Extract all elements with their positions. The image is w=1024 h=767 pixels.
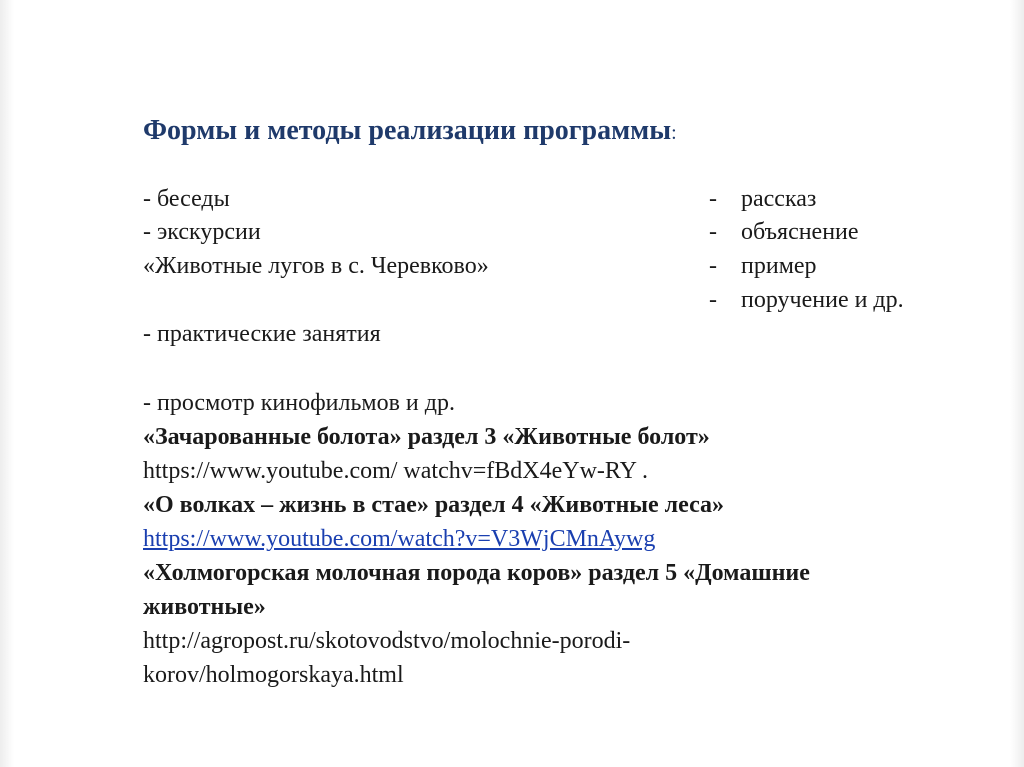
slide-title-text: Формы и методы реализации программы xyxy=(143,115,672,146)
method-practical-lessons: - практические занятия xyxy=(143,321,381,347)
right-edge-shadow xyxy=(1010,0,1024,767)
excursion-title: «Животные лугов в с. Черевково» xyxy=(143,253,489,279)
film-3-url-line-1: http://agropost.ru/skotovodstvo/molochnie-porodi- xyxy=(143,628,631,654)
film-1-url: https://www.youtube.com/ watchv=fBdX4eYw-RY . xyxy=(143,458,649,484)
method-example: пример xyxy=(741,253,817,279)
right-list-dash: - xyxy=(709,287,717,313)
right-list-dash: - xyxy=(709,186,717,212)
film-1-title: «Зачарованные болота» раздел 3 «Животные болот» xyxy=(143,424,710,450)
method-story: рассказ xyxy=(741,186,817,212)
method-film-viewing: - просмотр кинофильмов и др. xyxy=(143,390,455,416)
slide-title xyxy=(143,113,677,151)
film-2-title: «О волках – жизнь в стае» раздел 4 «Животные леса» xyxy=(143,492,725,518)
method-assignment: поручение и др. xyxy=(741,287,904,313)
film-2-link[interactable]: https://www.youtube.com/watch?v=V3WjCMnAywg xyxy=(143,526,656,552)
right-list-dash: - xyxy=(709,219,717,245)
right-list-dash: - xyxy=(709,253,717,279)
film-3-title-line-2: животные» xyxy=(143,594,266,620)
slide-title-colon: : xyxy=(671,122,677,144)
film-3-url-line-2: korov/holmogorskaya.html xyxy=(143,662,404,688)
method-excursions: - экскурсии xyxy=(143,219,261,245)
method-conversations: - беседы xyxy=(143,186,230,212)
method-explanation: объяснение xyxy=(741,219,859,245)
film-3-title-line-1: «Холмогорская молочная порода коров» раздел 5 «Домашние xyxy=(143,560,810,586)
left-edge-shadow xyxy=(0,0,14,767)
